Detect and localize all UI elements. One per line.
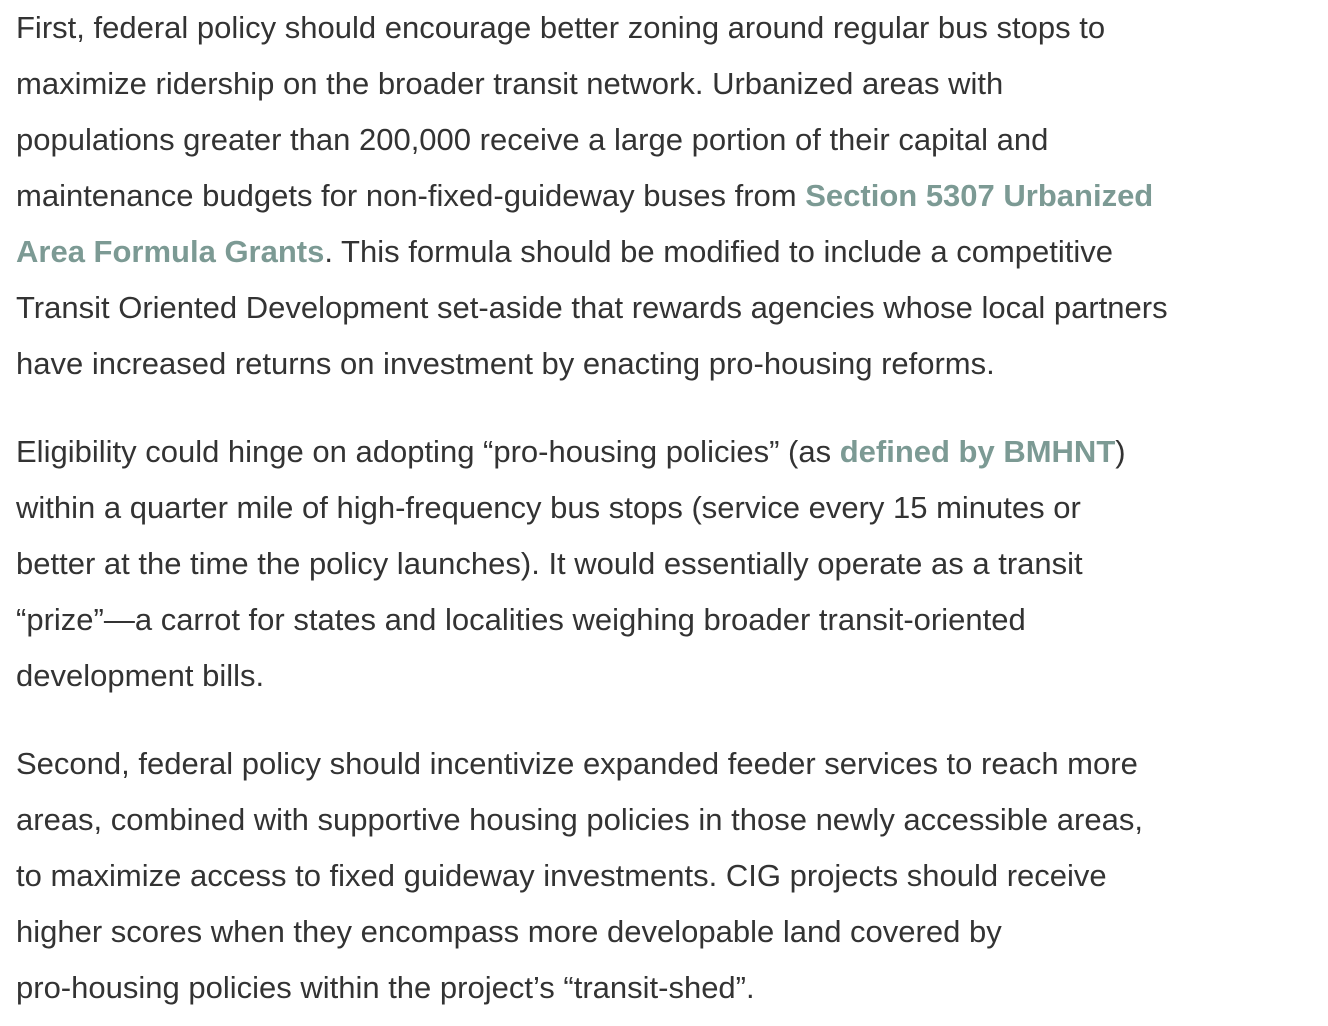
text-segment: to maximize access to fixed guideway investments. CIG projects should receive xyxy=(16,858,1107,893)
text-line xyxy=(16,168,1314,224)
text-segment: within a quarter mile of high-frequency bus stops (service every 15 minutes or xyxy=(16,490,1081,525)
text-line xyxy=(16,792,1314,848)
text-segment: Eligibility could hinge on adopting “pro-housing policies” (as xyxy=(16,434,840,469)
text-segment: First, federal policy should encourage better zoning around regular bus stops to xyxy=(16,10,1106,45)
text-line xyxy=(16,536,1314,592)
text-line xyxy=(16,736,1314,792)
text-line xyxy=(16,848,1314,904)
paragraph-1 xyxy=(16,0,1314,392)
text-segment: populations greater than 200,000 receive a large portion of their capital and xyxy=(16,122,1049,157)
text-segment: maintenance budgets for non-fixed-guideway buses from xyxy=(16,178,806,213)
text-line xyxy=(16,424,1314,480)
text-line xyxy=(16,336,1314,392)
text-segment: Second, federal policy should incentivize expanded feeder services to reach more xyxy=(16,746,1138,781)
text-line xyxy=(16,0,1314,56)
text-segment: areas, combined with supportive housing policies in those newly accessible areas, xyxy=(16,802,1143,837)
text-line xyxy=(16,480,1314,536)
text-segment: . This formula should be modified to include a competitive xyxy=(324,234,1113,269)
text-line xyxy=(16,224,1314,280)
text-line xyxy=(16,960,1314,1016)
text-segment: “prize”—a carrot for states and localities weighing broader transit-oriented xyxy=(16,602,1026,637)
text-segment: ) xyxy=(1115,434,1126,469)
paragraph-2 xyxy=(16,424,1314,704)
text-segment: Transit Oriented Development set-aside that rewards agencies whose local partners xyxy=(16,290,1168,325)
text-segment: pro-housing policies within the project’s “transit-shed”. xyxy=(16,970,755,1005)
text-line xyxy=(16,280,1314,336)
text-line xyxy=(16,56,1314,112)
text-segment: have increased returns on investment by enacting pro-housing reforms. xyxy=(16,346,995,381)
inline-link[interactable]: Section 5307 Urbanized xyxy=(805,178,1154,213)
text-segment: better at the time the policy launches). It would essentially operate as a transit xyxy=(16,546,1083,581)
text-line xyxy=(16,592,1314,648)
text-segment: maximize ridership on the broader transit network. Urbanized areas with xyxy=(16,66,1004,101)
text-line xyxy=(16,648,1314,704)
inline-link[interactable]: defined by BMHNT xyxy=(839,434,1116,469)
text-segment: higher scores when they encompass more developable land covered by xyxy=(16,914,1002,949)
text-line xyxy=(16,904,1314,960)
text-segment: development bills. xyxy=(16,658,265,693)
inline-link[interactable]: Area Formula Grants xyxy=(16,234,325,269)
text-line xyxy=(16,112,1314,168)
paragraph-3 xyxy=(16,736,1314,1016)
